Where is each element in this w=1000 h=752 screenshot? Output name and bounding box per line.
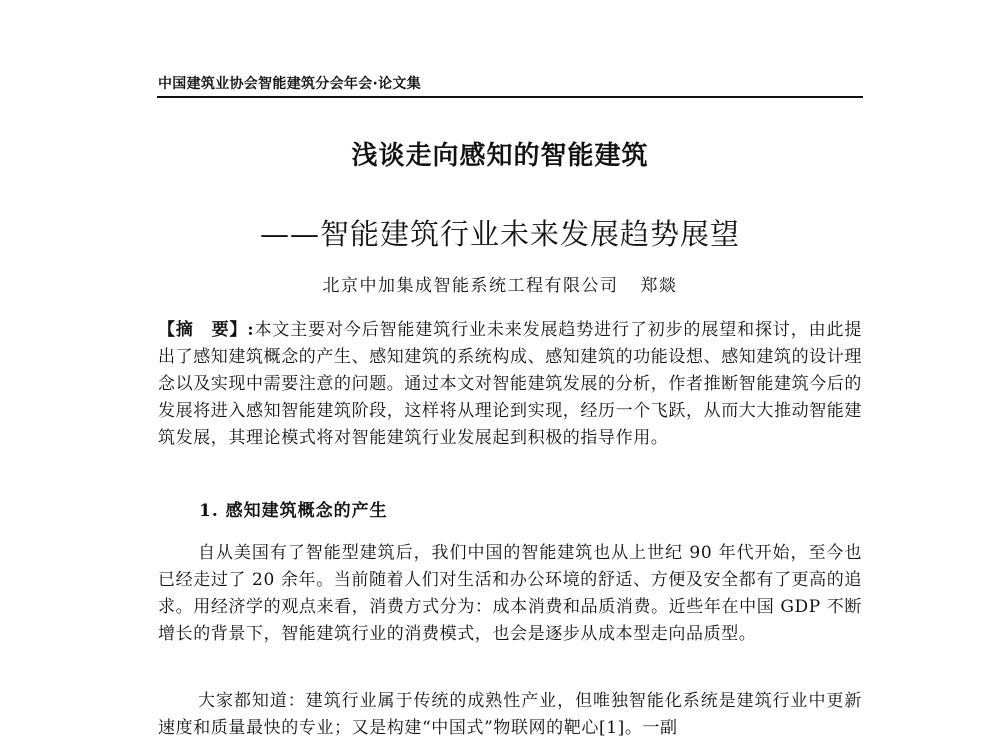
author-affiliation: 北京中加集成智能系统工程有限公司 [322,276,619,296]
article-title: 浅谈走向感知的智能建筑 [351,141,649,171]
author-name: 郑燚 [640,276,678,296]
header-rule [157,96,863,98]
running-head: 中国建筑业协会智能建筑分会年会·论文集 [158,76,422,92]
article-subtitle: ——智能建筑行业未来发展趋势展望 [259,217,740,251]
abstract [158,317,862,452]
author-line [0,271,1000,296]
abstract-text: 本文主要对今后智能建筑行业未来发展趋势进行了初步的展望和探讨，由此提出了感知建筑概念的产生、感知建筑的系统构成、感知建筑的功能设想、感知建筑的设计理念以及实现中需要注意的问题。通过本文对智能建筑发展的分析，作者推断智能建筑今后的发展将进入感知智能建筑阶段，这样将从理论到实现，经历一个飞跃，从而大大推动智能建筑发展，其理论模式将对智能建筑行业发展起到积极的指导作用。 [158,320,862,448]
body-paragraph: 自从美国有了智能型建筑后，我们中国的智能建筑也从上世纪 90 年代开始，至今也已经走过了 20 余年。当前随着人们对生活和办公环境的舒适、方便及安全都有了更高的追求。用经济学的观点来看，消费方式分为：成本消费和品质消费。近些年在中国 GDP 不断增长的背景下，智能建筑行业的消费模式，也会是逐步从成本型走向品质型。 [158,543,862,644]
body-paragraph-2: 大家都知道：建筑行业属于传统的成熟性产业，但唯独智能化系统是建筑行业中更新速度和质量最快的专业；又是构建“中国式”物联网的靶心[1]。一副 [158,691,862,738]
section-heading: 1. 感知建筑概念的产生 [199,501,388,521]
abstract-label: 【摘 要】: [158,320,255,340]
